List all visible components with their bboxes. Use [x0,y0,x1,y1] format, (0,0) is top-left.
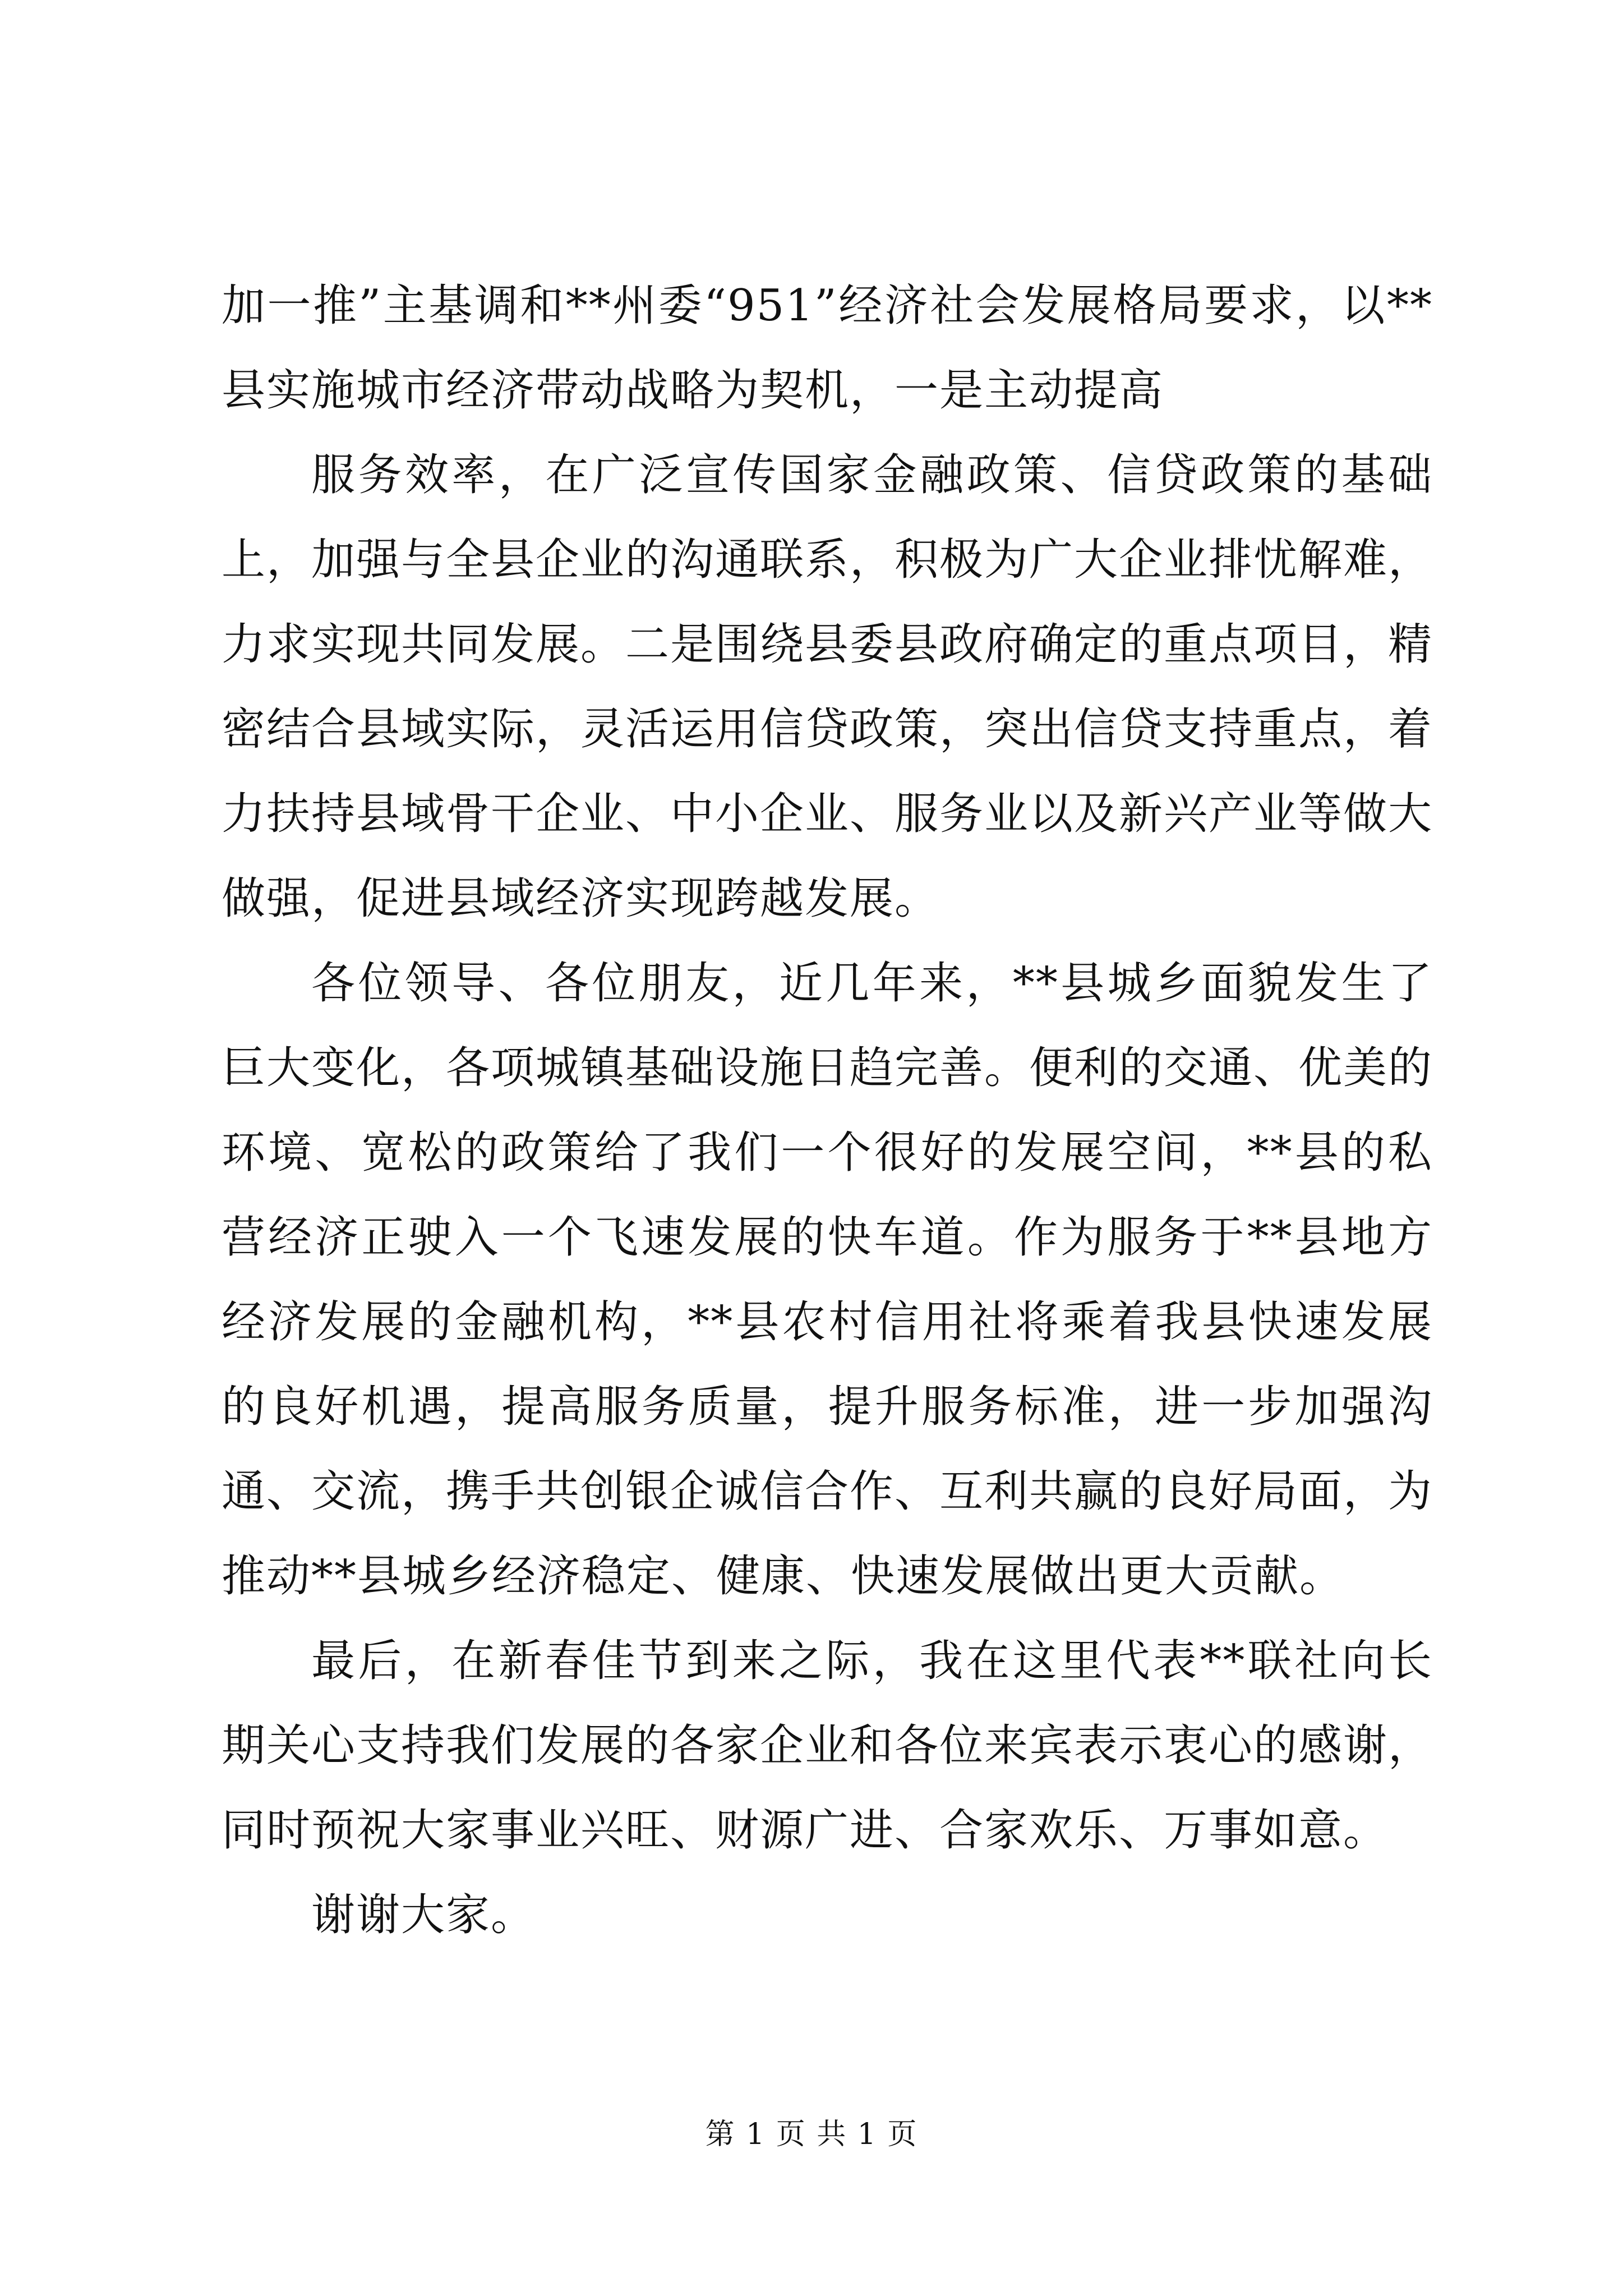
page-number-footer: 第 1 页 共 1 页 [705,2118,918,2151]
paragraph-5: 谢谢大家。 [311,1890,536,1940]
paragraph-1: 加一推”主基调和**州委“951”经济社会发展格局要求，以**县实施城市经济带动战略为契机，一是主动提高 [222,280,1433,416]
paragraph-2: 服务效率，在广泛宣传国家金融政策、信贷政策的基础上，加强与全县企业的沟通联系，积极为广大企业排忧解难，力求实现共同发展。二是围绕县委县政府确定的重点项目，精密结合县域实际，灵活运用信贷政策，突出信贷支持重点，着力扶持县域骨干企业、中小企业、服务业以及新兴产业等做大做强，促进县域经济实现跨越发展。 [222,450,1433,924]
body-text [222,264,1433,1958]
paragraph-4: 最后，在新春佳节到来之际，我在这里代表**联社向长期关心支持我们发展的各家企业和各位来宾表示衷心的感谢，同时预祝大家事业兴旺、财源广进、合家欢乐、万事如意。 [222,1636,1433,1856]
paragraph-3: 各位领导、各位朋友，近几年来，**县城乡面貌发生了巨大变化，各项城镇基础设施日趋完善。便利的交通、优美的环境、宽松的政策给了我们一个很好的发展空间，**县的私营经济正驶入一个飞速发展的快车道。作为服务于**县地方经济发展的金融机构，**县农村信用社将乘着我县快速发展的良好机遇，提高服务质量，提升服务标准，进一步加强沟通、交流，携手共创银企诚信合作、互利共赢的良好局面，为推动**县城乡经济稳定、健康、快速发展做出更大贡献。 [222,958,1433,1602]
